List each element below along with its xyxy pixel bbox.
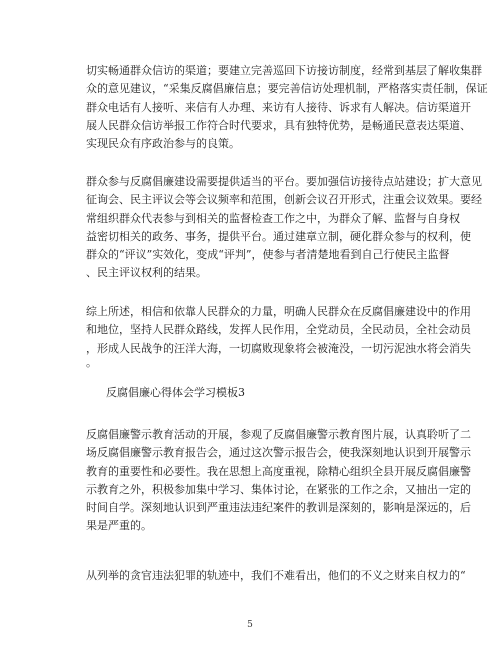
text-line: 和地位，坚持人民群众路线，发挥人民作用，全党动员，全民动员，全社会动员 bbox=[86, 323, 471, 337]
text-line: 场反腐倡廉警示教育报告会，通过这次警示报告会，使我深刻地认识到开展警示 bbox=[86, 446, 471, 460]
text-line: 实现民众有序政治参与的良策。 bbox=[86, 137, 240, 151]
text-line: 教育的重要性和必要性。我在思想上高度重视，除精心组织全县开展反腐倡廉警 bbox=[86, 464, 471, 478]
page-number: 5 bbox=[247, 620, 253, 630]
paragraph-4 bbox=[86, 426, 471, 536]
text-line: 果是严重的。 bbox=[86, 519, 152, 533]
text-line: 常组织群众代表参与到相关的监督检查工作之中，为群众了解、监督与自身权 bbox=[86, 211, 460, 225]
text-line: 反腐倡廉警示教育活动的开展，参观了反腐倡廉警示教育图片展，认真聆听了二 bbox=[86, 428, 471, 441]
text-line: 群众参与反腐倡廉建设需要提供适当的平台。要加强信访接待点站建设；扩大意见 bbox=[86, 175, 482, 188]
text-line: 。 bbox=[86, 355, 97, 369]
text-line: 综上所述，相信和依靠人民群众的力量，明确人民群众在反腐倡廉建设中的作用 bbox=[86, 305, 471, 318]
text-line: 众的意见建议，“采集反腐倡廉信息；要完善信访处理机制，严格落实责任制，保证 bbox=[86, 82, 488, 96]
text-line: ，形成人民战争的汪洋大海，一切腐败现象将会被淹没，一切污泥浊水将会消失 bbox=[86, 341, 471, 355]
paragraph-2 bbox=[86, 173, 482, 283]
paragraph-3 bbox=[86, 303, 471, 372]
paragraph-1 bbox=[86, 62, 488, 153]
text-line: 从列举的贪官违法犯罪的轨迹中，我们不难看出，他们的不义之财来自权力的“ bbox=[86, 569, 466, 582]
text-line: 、民主评议权利的结果。 bbox=[86, 266, 207, 280]
text-line: 群众电话有人接听、来信有人办理、来访有人接待、诉求有人解决。信访渠道开 bbox=[86, 100, 471, 114]
paragraph-5 bbox=[86, 567, 466, 585]
section-heading: 反腐倡廉心得体会学习模板3 bbox=[106, 386, 245, 399]
text-line: 切实畅通群众信访的渠道；要建立完善巡回下访接访制度，经常到基层了解收集群 bbox=[86, 64, 482, 77]
text-line: 群众的“评议”实效化，变成“评判”，使参与者清楚地看到自己行使民主监督 bbox=[86, 248, 450, 262]
text-line: 时间自学。深刻地认识到严重违法违纪案件的教训是深刻的，影响是深远的，后 bbox=[86, 501, 471, 515]
text-line: 展人民群众信访举报工作符合时代要求，具有独特优势，是畅通民意表达渠道、 bbox=[86, 118, 471, 132]
text-line: 征询会、民主评议会等会议频率和范围，创新会议召开形式，注重会议效果。要经 bbox=[86, 193, 482, 207]
text-line: 益密切相关的政务、事务，提供平台。通过建章立制，硬化群众参与的权利，使 bbox=[86, 229, 471, 243]
text-line: 示教育之外，积极参加集中学习、集体讨论，在紧张的工作之余，又抽出一定的 bbox=[86, 482, 471, 496]
